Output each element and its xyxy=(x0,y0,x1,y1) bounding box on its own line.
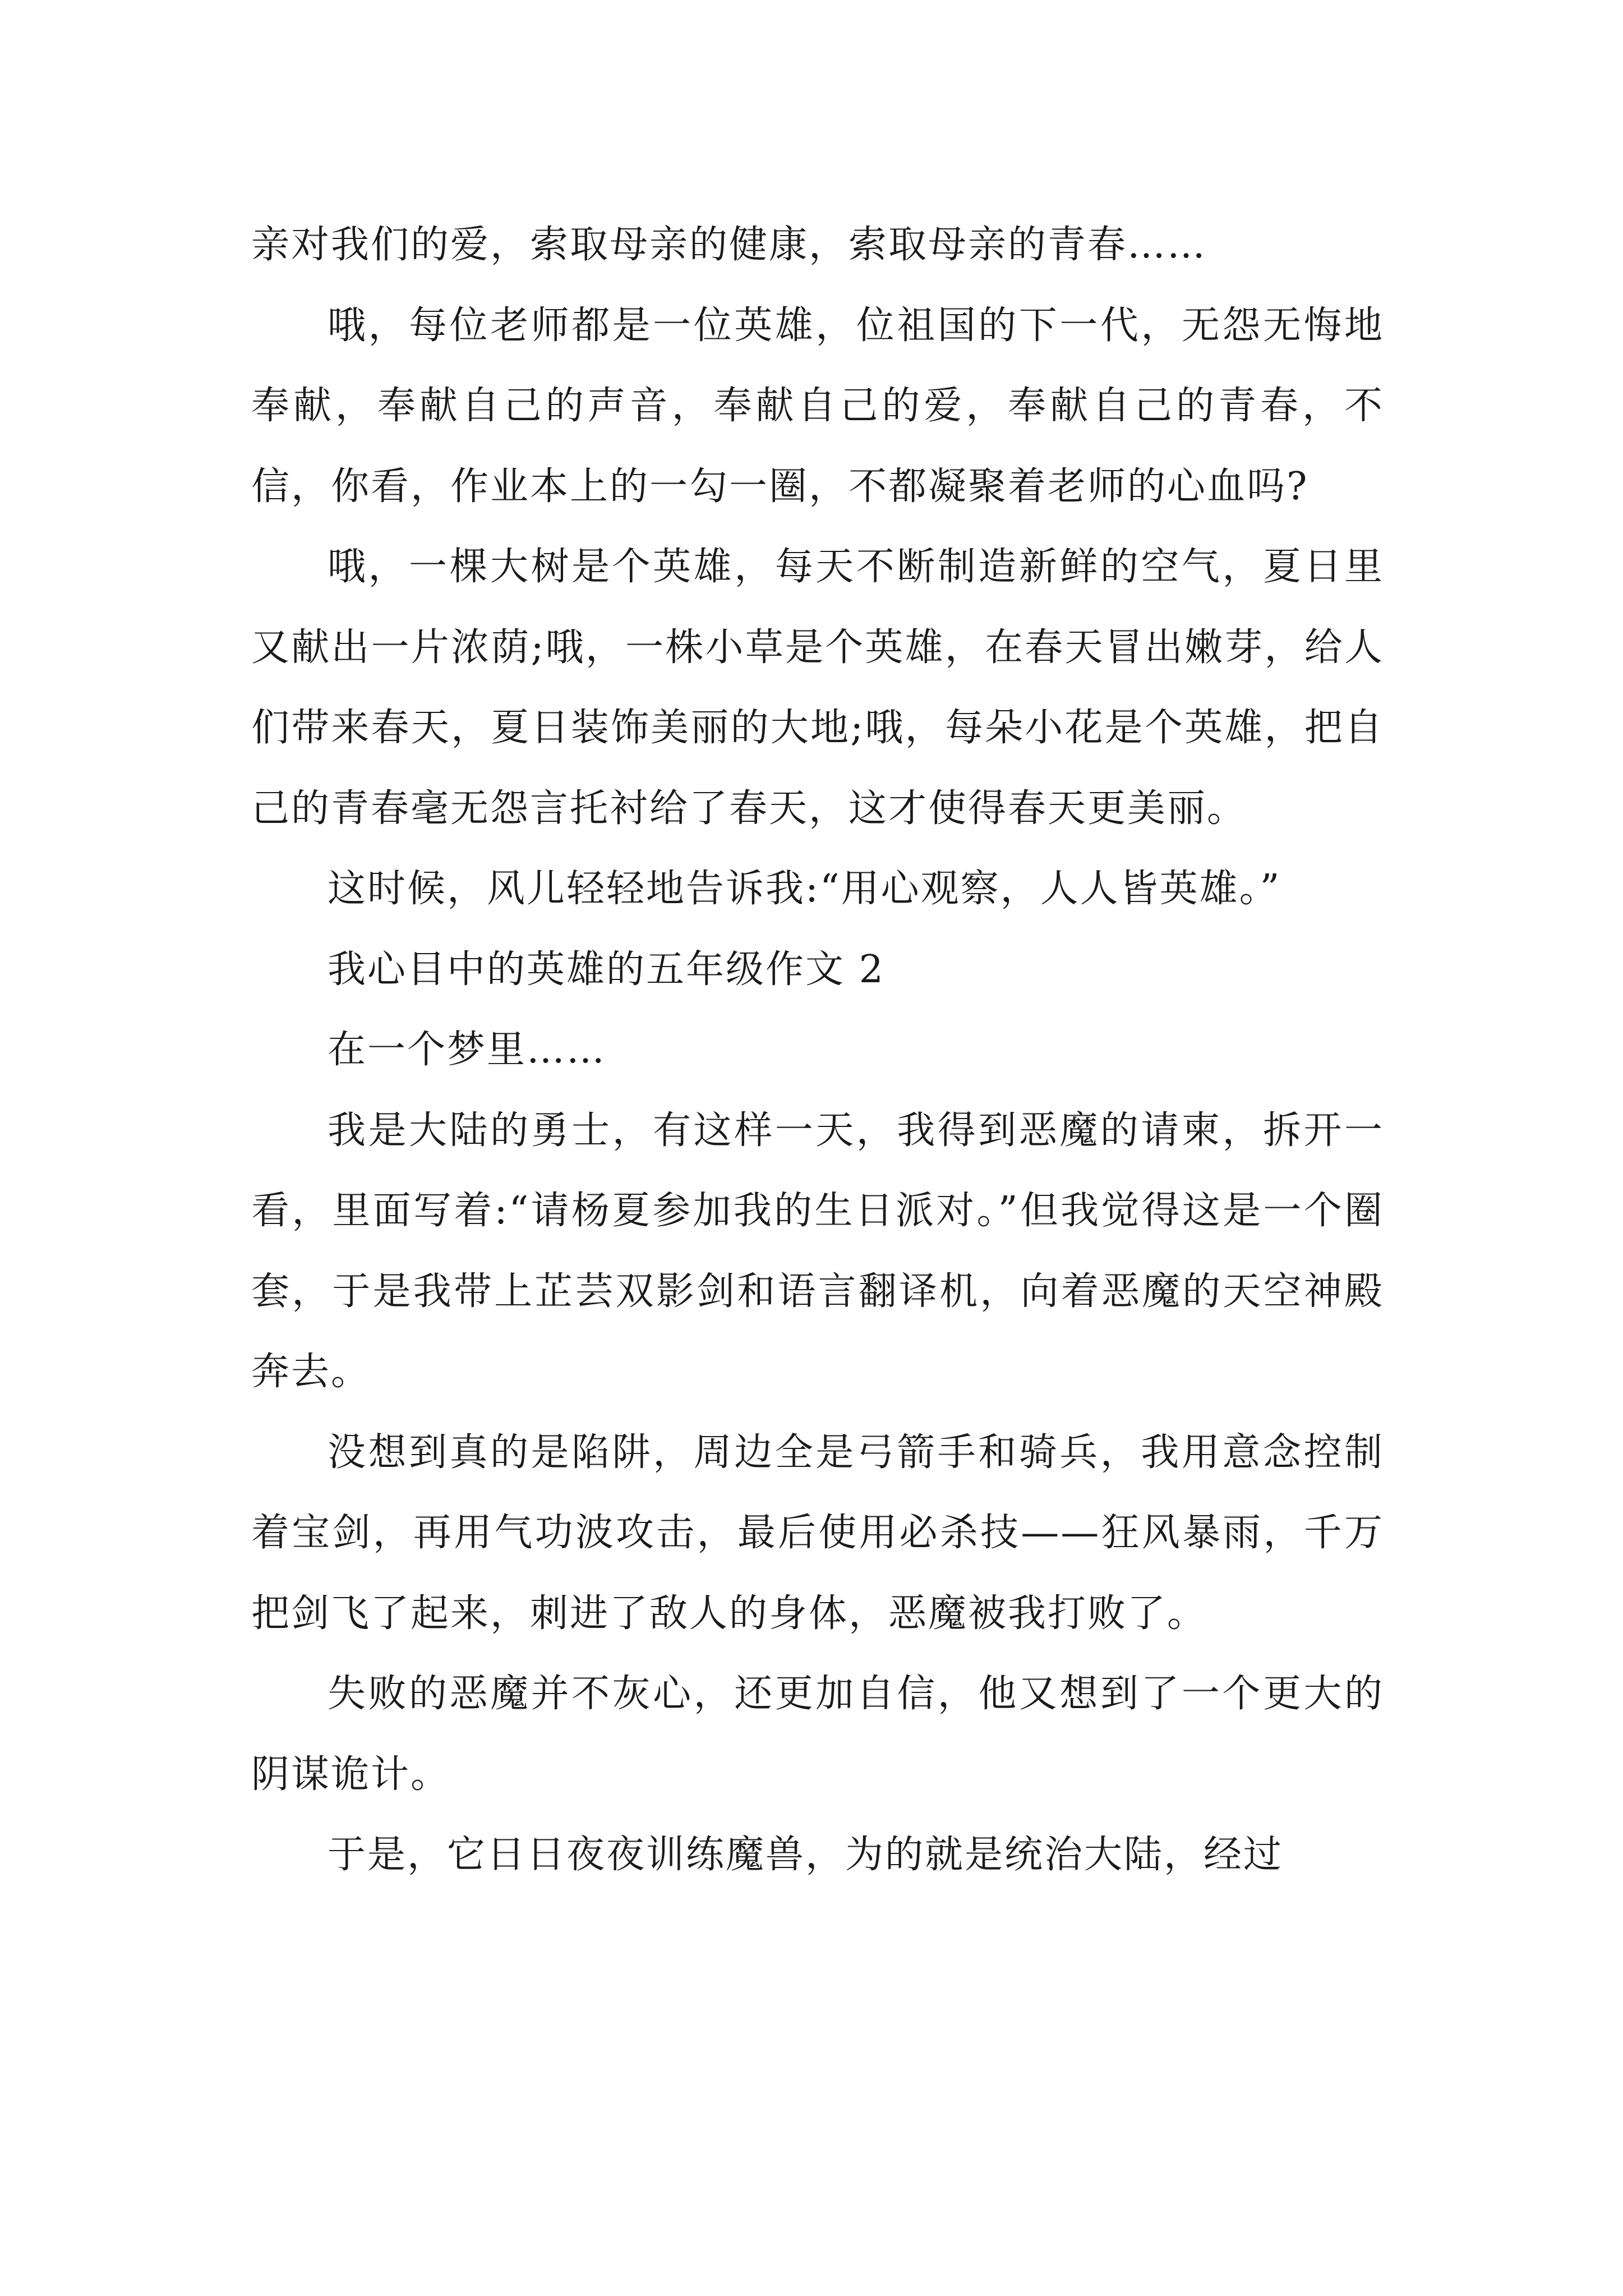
paragraph: 哦，每位老师都是一位英雄，位祖国的下一代，无怨无悔地奉献，奉献自己的声音，奉献自己的爱，奉献自己的青春，不信，你看，作业本上的一勾一圈，不都凝聚着老师的心血吗? xyxy=(251,303,1384,509)
paragraph: 哦，一棵大树是个英雄，每天不断制造新鲜的空气，夏日里又献出一片浓荫;哦，一株小草是个英雄，在春天冒出嫩芽，给人们带来春天，夏日装饰美丽的大地;哦，每朵小花是个英雄，把自己的青春毫无怨言托衬给了春天，这才使得春天更美丽。 xyxy=(251,545,1384,831)
paragraph: 于是，它日日夜夜训练魔兽，为的就是统治大陆，经过 xyxy=(328,1833,1284,1877)
paragraph: 这时候，风儿轻轻地告诉我:“用心观察，人人皆英雄。” xyxy=(328,867,1281,911)
document-body xyxy=(251,205,1384,1895)
paragraph: 在一个梦里…… xyxy=(328,1028,607,1072)
paragraph: 没想到真的是陷阱，周边全是弓箭手和骑兵，我用意念控制着宝剑，再用气功波攻击，最后使用必杀技——狂风暴雨，千万把剑飞了起来，刺进了敌人的身体，恶魔被我打败了。 xyxy=(251,1430,1384,1636)
section-heading: 我心目中的英雄的五年级作文 2 xyxy=(328,947,885,992)
paragraph: 失败的恶魔并不灰心，还更加自信，他又想到了一个更大的阴谋诡计。 xyxy=(251,1672,1384,1797)
paragraph: 亲对我们的爱，索取母亲的健康，索取母亲的青春…… xyxy=(251,223,1207,267)
paragraph: 我是大陆的勇士，有这样一天，我得到恶魔的请柬，拆开一看，里面写着:“请杨夏参加我的生日派对。”但我觉得这是一个圈套，于是我带上芷芸双影剑和语言翻译机，向着恶魔的天空神殿奔去。 xyxy=(251,1108,1384,1394)
